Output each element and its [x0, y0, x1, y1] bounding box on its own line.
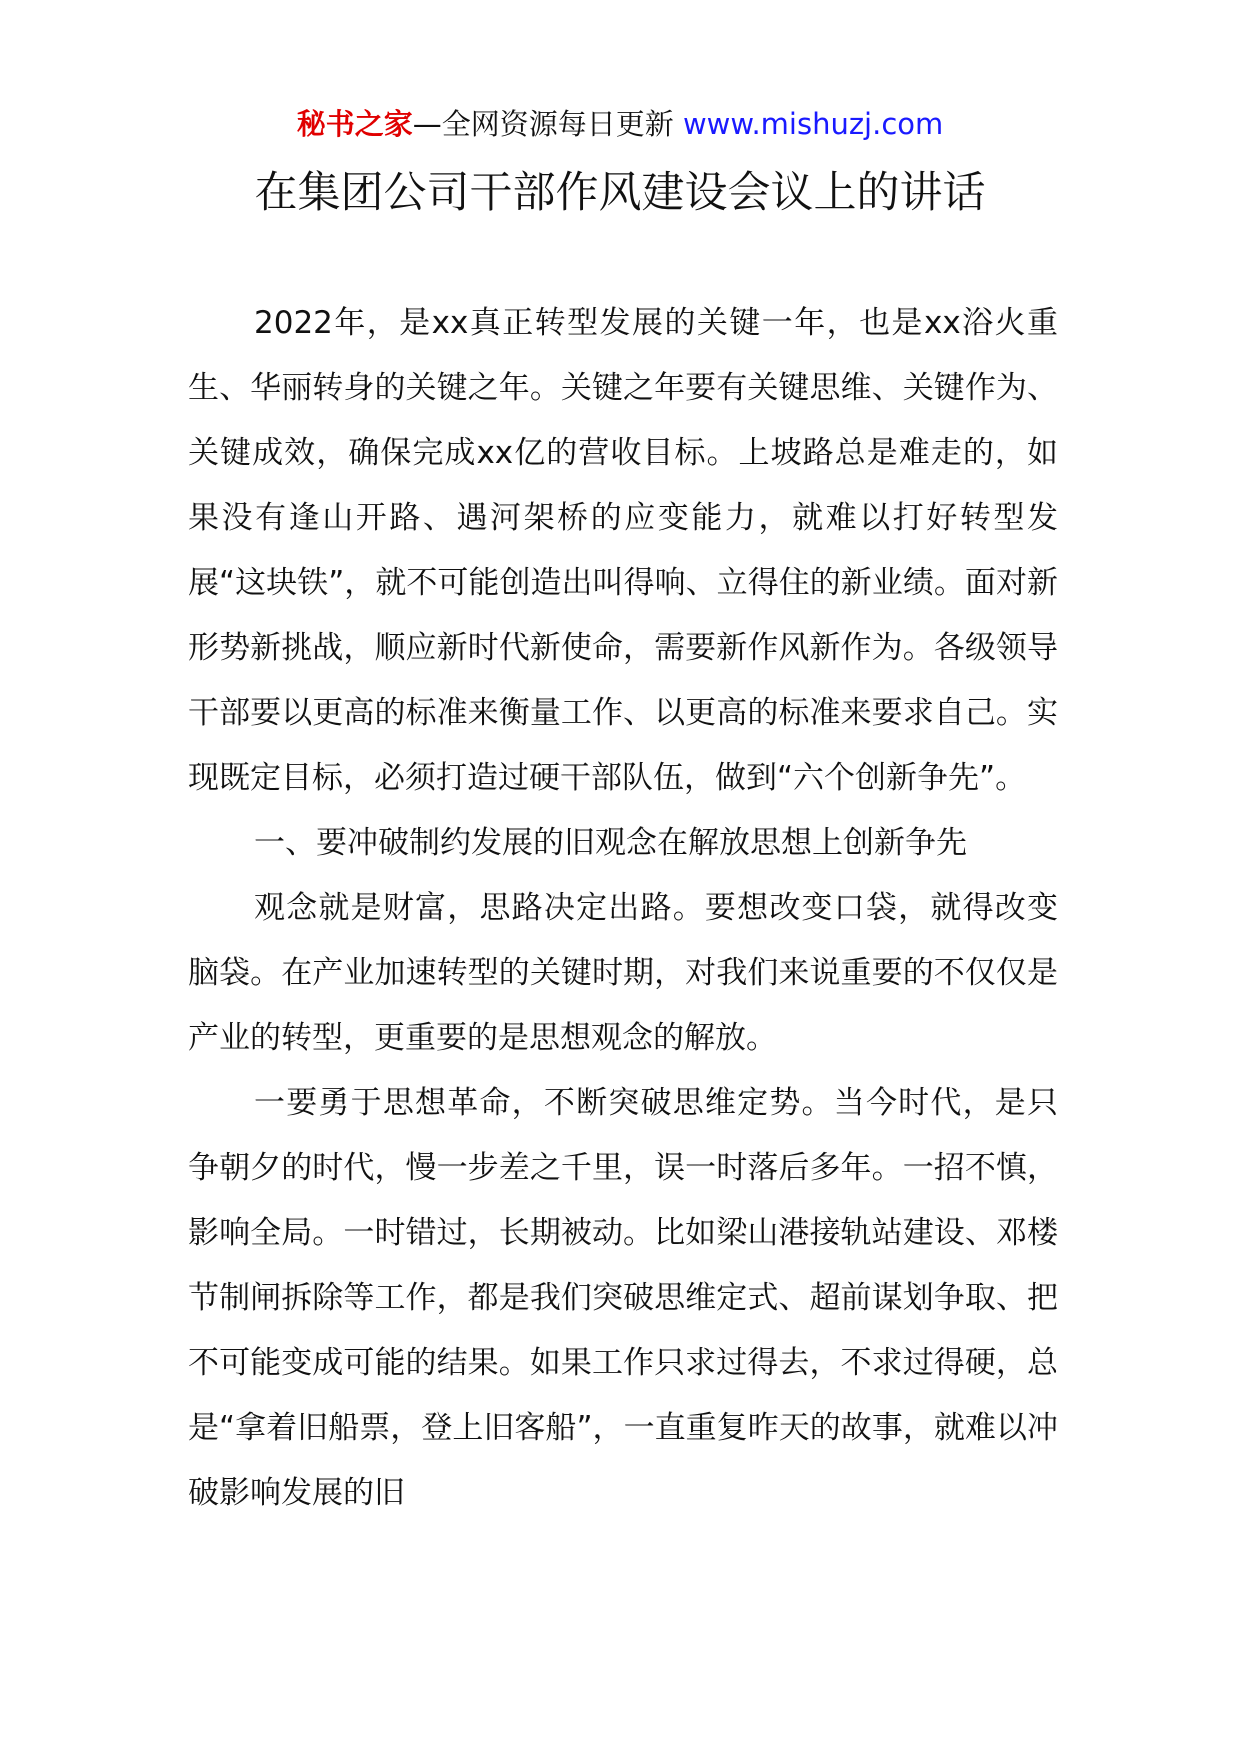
brand-name: 秘书之家 — [296, 107, 413, 141]
document-title: 在集团公司干部作风建设会议上的讲话 — [254, 168, 986, 218]
header-tagline: —全网资源每日更新 — [412, 107, 674, 141]
paragraph-concept: 观念就是财富，思路决定出路。要想改变口袋，就得改变脑袋。在产业加速转型的关键时期，对我们来说重要的不仅仅是产业的转型，更重要的是思想观念的解放。 — [188, 890, 1058, 1056]
header-banner — [0, 104, 1240, 144]
document-body — [188, 291, 1058, 1526]
paragraph-point-1: 一要勇于思想革命，不断突破思维定势。当今时代，是只争朝夕的时代，慢一步差之千里，误一时落后多年。一招不慎，影响全局。一时错过，长期被动。比如梁山港接轨站建设、邓楼节制闸拆除等工作，都是我们突破思维定式、超前谋划争取、把不可能变成可能的结果。如果工作只求过得去，不求过得硬，总是“拿着旧船票，登上旧客船”，一直重复昨天的故事，就难以冲破影响发展的旧 — [188, 1085, 1058, 1511]
website-url[interactable]: www.mishuzj.com — [682, 107, 944, 141]
paragraph-intro: 2022年，是xx真正转型发展的关键一年，也是xx浴火重生、华丽转身的关键之年。关键之年要有关键思维、关键作为、关键成效，确保完成xx亿的营收目标。上坡路总是难走的，如果没有逢山开路、遇河架桥的应变能力，就难以打好转型发展“这块铁”，就不可能创造出叫得响、立得住的新业绩。面对新形势新挑战，顺应新时代新使命，需要新作风新作为。各级领导干部要以更高的标准来衡量工作、以更高的标准来要求自己。实现既定目标，必须打造过硬干部队伍，做到“六个创新争先”。 — [188, 305, 1058, 796]
section-heading-1: 一、要冲破制约发展的旧观念在解放思想上创新争先 — [254, 825, 967, 861]
